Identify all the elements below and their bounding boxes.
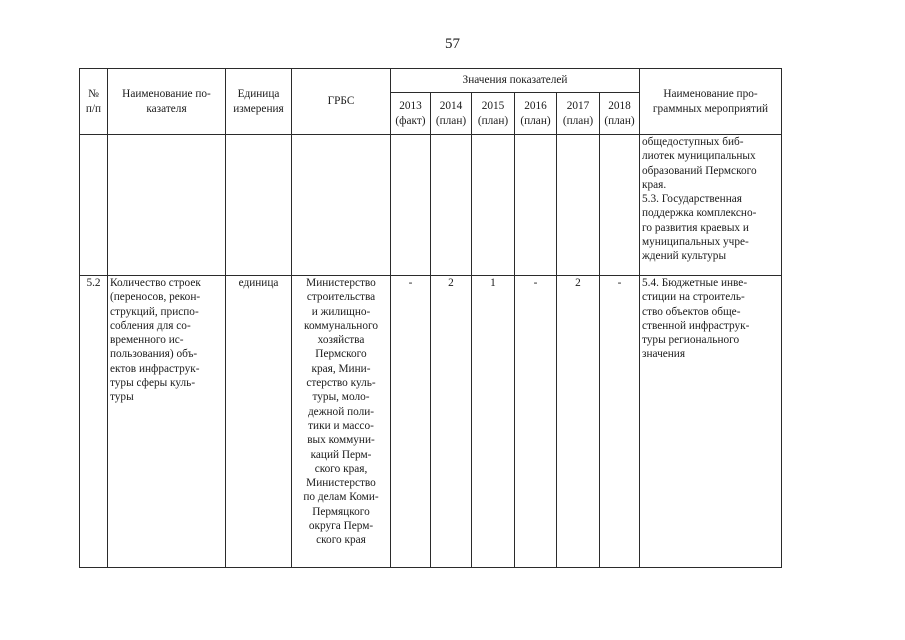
table-row-5-2 — [80, 276, 782, 568]
header-program-line: граммных мероприятий — [652, 102, 769, 115]
header-year — [557, 93, 600, 135]
program-line: муниципальных учре- — [642, 236, 749, 249]
header-year — [515, 93, 557, 135]
cell-empty — [292, 135, 391, 276]
row-number: 5.2 — [80, 276, 108, 568]
header-year — [600, 93, 640, 135]
header-name-line: Наименование по- — [122, 88, 211, 101]
name-line: пользования) объ- — [110, 348, 198, 361]
cell-empty — [557, 135, 600, 276]
program-line: ственной инфраструк- — [642, 319, 750, 332]
value-2013: - — [391, 276, 431, 568]
grbs-line: ского края, — [314, 462, 368, 475]
grbs-line: хозяйства — [317, 334, 365, 347]
indicator-name-cell — [108, 276, 226, 568]
header-program-line: Наименование про- — [663, 88, 758, 101]
grbs-line: Министерство — [306, 277, 376, 289]
cell-empty — [600, 135, 640, 276]
header-row-1 — [80, 69, 782, 93]
header-num-line: п/п — [85, 102, 102, 115]
grbs-line: по делам Коми- — [303, 491, 379, 504]
header-grbs: ГРБС — [292, 69, 391, 135]
grbs-line: тики и массо- — [308, 419, 374, 432]
program-line: поддержка комплексно- — [642, 207, 757, 220]
name-line: туры — [110, 391, 134, 404]
grbs-line: ского края — [316, 534, 366, 547]
name-line: собления для со- — [110, 319, 191, 332]
program-line: общедоступных биб- — [642, 136, 744, 148]
grbs-cell — [292, 276, 391, 568]
header-year — [431, 93, 472, 135]
name-line: Количество строек — [110, 277, 201, 289]
cell-empty — [80, 135, 108, 276]
grbs-line: коммунального — [304, 319, 378, 332]
value-2014: 2 — [431, 276, 472, 568]
header-year — [391, 93, 431, 135]
page-number: 57 — [445, 36, 460, 52]
grbs-line: округа Перм- — [308, 520, 374, 533]
grbs-line: вых коммуни- — [307, 434, 375, 447]
grbs-line: Министерство — [306, 477, 376, 490]
indicators-table — [79, 68, 782, 568]
name-line: ектов инфраструк- — [110, 362, 200, 375]
header-year — [472, 93, 515, 135]
header-unit-line: измерения — [233, 102, 284, 115]
grbs-line: Пермяцкого — [312, 505, 370, 518]
year-type: (факт) — [395, 114, 426, 127]
grbs-line: каций Перм- — [310, 448, 372, 461]
year-type: (план) — [477, 114, 509, 127]
cell-empty — [226, 135, 292, 276]
grbs-line: строительства — [306, 291, 376, 304]
value-2015: 1 — [472, 276, 515, 568]
grbs-line: Пермского — [315, 348, 367, 361]
header-num — [80, 69, 108, 135]
header-num-line: № — [88, 88, 99, 101]
value-2018: - — [600, 276, 640, 568]
header-name-line: казателя — [146, 102, 187, 115]
grbs-line: края, Мини- — [311, 362, 371, 375]
header-unit — [226, 69, 292, 135]
program-line: края. — [642, 178, 667, 191]
header-program — [640, 69, 782, 135]
name-line: струкций, приспо- — [110, 305, 199, 318]
year-label: 2014 — [439, 100, 463, 113]
name-line: туры сферы куль- — [110, 377, 196, 390]
program-line: образований Пермского — [642, 164, 757, 177]
cell-empty — [108, 135, 226, 276]
continuation-program-cell — [640, 135, 782, 276]
program-line: значения — [642, 348, 686, 361]
program-line: го развития краевых и — [642, 221, 749, 234]
program-line: 5.3. Государственная — [642, 193, 742, 206]
grbs-line: стерство куль- — [306, 377, 376, 390]
year-label: 2017 — [566, 100, 590, 113]
program-line: ждений культуры — [642, 250, 727, 263]
year-type: (план) — [562, 114, 594, 127]
year-label: 2018 — [608, 100, 631, 113]
header-values-group: Значения показателей — [391, 69, 640, 93]
name-line: (переносов, рекон- — [110, 291, 201, 304]
grbs-line: и жилищно- — [311, 305, 371, 318]
year-type: (план) — [520, 114, 551, 127]
year-type: (план) — [435, 114, 467, 127]
value-2017: 2 — [557, 276, 600, 568]
unit-cell: единица — [226, 276, 292, 568]
program-line: стиции на строитель- — [642, 291, 745, 304]
year-label: 2015 — [481, 100, 505, 113]
continuation-row — [80, 135, 782, 276]
year-label: 2013 — [399, 100, 422, 113]
program-line: туры регионального — [642, 334, 740, 347]
grbs-line: туры, моло- — [312, 391, 370, 404]
year-label: 2016 — [524, 100, 547, 113]
header-name — [108, 69, 226, 135]
grbs-line: дежной поли- — [307, 405, 375, 418]
program-cell — [640, 276, 782, 568]
header-unit-line: Единица — [237, 88, 280, 101]
cell-empty — [391, 135, 431, 276]
cell-empty — [515, 135, 557, 276]
cell-empty — [472, 135, 515, 276]
program-line: ство объектов обще- — [642, 305, 741, 318]
value-2016: - — [515, 276, 557, 568]
name-line: временного ис- — [110, 334, 184, 347]
cell-empty — [431, 135, 472, 276]
program-line: лиотек муниципальных — [642, 150, 756, 163]
year-type: (план) — [604, 114, 635, 127]
program-line: 5.4. Бюджетные инве- — [642, 277, 748, 289]
